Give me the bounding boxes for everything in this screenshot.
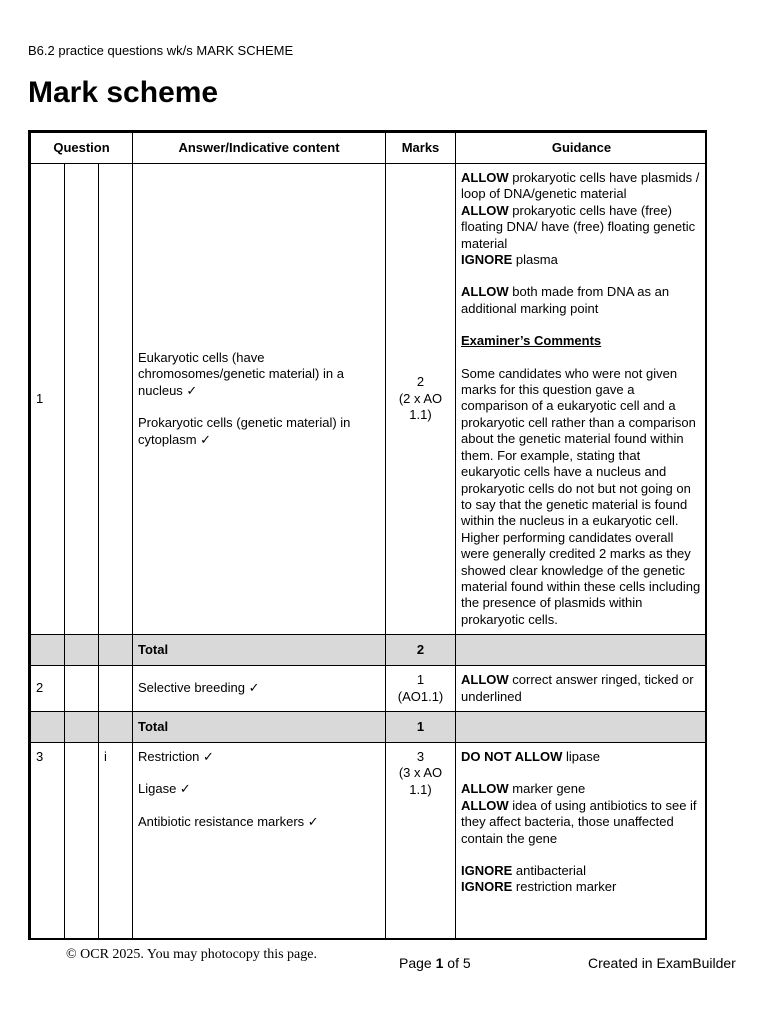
guidance-line: [461, 252, 702, 268]
table-header-row: [31, 133, 708, 164]
guidance-cell: [456, 666, 708, 712]
question-part-cell: [65, 666, 99, 712]
marks-value: 1: [416, 672, 425, 688]
guidance-text: prokaryotic cells have plasmids / loop of DNA/genetic material: [461, 170, 700, 202]
total-label: Total: [133, 711, 386, 742]
answer-cell: [133, 742, 386, 940]
guidance-keyword: ALLOW: [461, 797, 509, 813]
guidance-line: [461, 863, 702, 879]
guidance-text: prokaryotic cells have (free) floating DNA/ have (free) floating genetic material: [461, 202, 696, 251]
answer-line: Antibiotic resistance markers ✓: [138, 813, 319, 829]
guidance-text: marker gene: [508, 781, 586, 797]
total-label: Total: [133, 635, 386, 666]
marks-value: 2: [416, 374, 425, 390]
guidance-text: lipase: [562, 748, 600, 764]
guidance-cell: [456, 164, 708, 635]
guidance-keyword: ALLOW: [461, 170, 509, 185]
guidance-line: [461, 879, 702, 895]
header-marks: Marks: [386, 133, 456, 164]
question-subpart: i: [99, 742, 133, 940]
guidance-line: [461, 203, 702, 252]
guidance-keyword: ALLOW: [461, 781, 509, 797]
guidance-text: idea of using antibiotics to see if they affect bacteria, those unaffected contain the gene: [461, 797, 697, 846]
marks-cell: [386, 666, 456, 712]
marks-cell: [386, 742, 456, 940]
question-number: 1: [31, 164, 65, 635]
table-row-q1: [31, 164, 708, 635]
answer-cell: Selective breeding ✓: [133, 666, 386, 712]
guidance-keyword: DO NOT ALLOW: [461, 748, 563, 764]
answer-line: Restriction ✓: [138, 748, 214, 764]
guidance-paragraph: [461, 284, 702, 317]
question-part-cell: [65, 742, 99, 940]
question-number: 2: [31, 666, 65, 712]
mark-scheme-table: [30, 132, 707, 940]
current-page: 1: [435, 955, 444, 971]
examiner-comments-text: Some candidates who were not given marks for this question gave a comparison of a eukaryotic cell and a prokaryotic cell rather than a comparison about the genetic material found within them. For example, stating that eukaryotic cells have a nucleus and prokaryotic cells do not but not going on to say that the genetic material is found within the nucleus in a eukaryotic cell. Higher performing candidates overall were generally credited 2 marks as they showed clear knowledge of the genetic material found within these cells including the presence of plasmids within prokaryotic cells.: [461, 365, 701, 627]
footer-created-by: Created in ExamBuilder: [588, 955, 736, 971]
question-subpart-cell: [99, 666, 133, 712]
page-title: Mark scheme: [28, 76, 219, 109]
question-subpart-cell: [99, 164, 133, 635]
table-row-q2: [31, 666, 708, 712]
marks-ao: (AO1.1): [397, 688, 444, 704]
answer-cell: [133, 164, 386, 635]
guidance-keyword: ALLOW: [461, 672, 509, 688]
examiner-comments-heading: Examiner’s Comments: [461, 333, 602, 349]
marks-ao: (2 x AO 1.1): [398, 390, 443, 423]
guidance-paragraph: [461, 749, 702, 765]
marks-cell: [386, 164, 456, 635]
guidance-paragraph: [461, 863, 702, 896]
guidance-keyword: ALLOW: [461, 202, 509, 218]
header-question: Question: [31, 133, 133, 164]
document-subtitle: B6.2 practice questions wk/s MARK SCHEME: [28, 43, 294, 58]
total-row-q2: [31, 711, 708, 742]
footer-page-number: Page 1 of 5: [399, 955, 471, 971]
guidance-text: antibacterial: [512, 863, 587, 878]
table-row-q3: [31, 742, 708, 940]
total-row-q1: [31, 635, 708, 666]
question-number: 3: [31, 742, 65, 940]
mark-scheme-table-frame: [28, 130, 707, 940]
header-guidance: Guidance: [456, 133, 708, 164]
guidance-keyword: IGNORE: [461, 252, 513, 268]
marks-value: 3: [416, 748, 425, 764]
header-answer: Answer/Indicative content: [133, 133, 386, 164]
guidance-text: restriction marker: [512, 879, 617, 895]
guidance-line: [461, 798, 702, 847]
guidance-keyword: IGNORE: [461, 879, 513, 895]
total-value: 2: [386, 635, 456, 666]
answer-line: Ligase ✓: [138, 781, 191, 797]
guidance-line: [461, 781, 702, 797]
marks-ao: (3 x AO: [398, 765, 443, 781]
footer-copyright: © OCR 2025. You may photocopy this page.: [66, 947, 317, 962]
guidance-paragraph: [461, 170, 702, 268]
guidance-text: both made from DNA as an additional marking point: [461, 284, 670, 316]
guidance-keyword: IGNORE: [461, 863, 513, 878]
answer-line: Prokaryotic cells (genetic material) in cytoplasm ✓: [138, 415, 351, 447]
answer-line: Eukaryotic cells (have chromosomes/genetic material) in a nucleus ✓: [138, 350, 344, 398]
guidance-text: plasma: [512, 252, 558, 268]
total-pages: 5: [462, 955, 471, 971]
guidance-paragraph: [461, 781, 702, 847]
guidance-line: [461, 170, 702, 203]
guidance-cell: [456, 742, 708, 940]
question-part-cell: [65, 164, 99, 635]
marks-ao: 1.1): [409, 781, 432, 797]
guidance-keyword: ALLOW: [461, 284, 509, 300]
guidance-text: correct answer ringed, ticked or underlined: [461, 672, 694, 704]
total-value: 1: [386, 711, 456, 742]
